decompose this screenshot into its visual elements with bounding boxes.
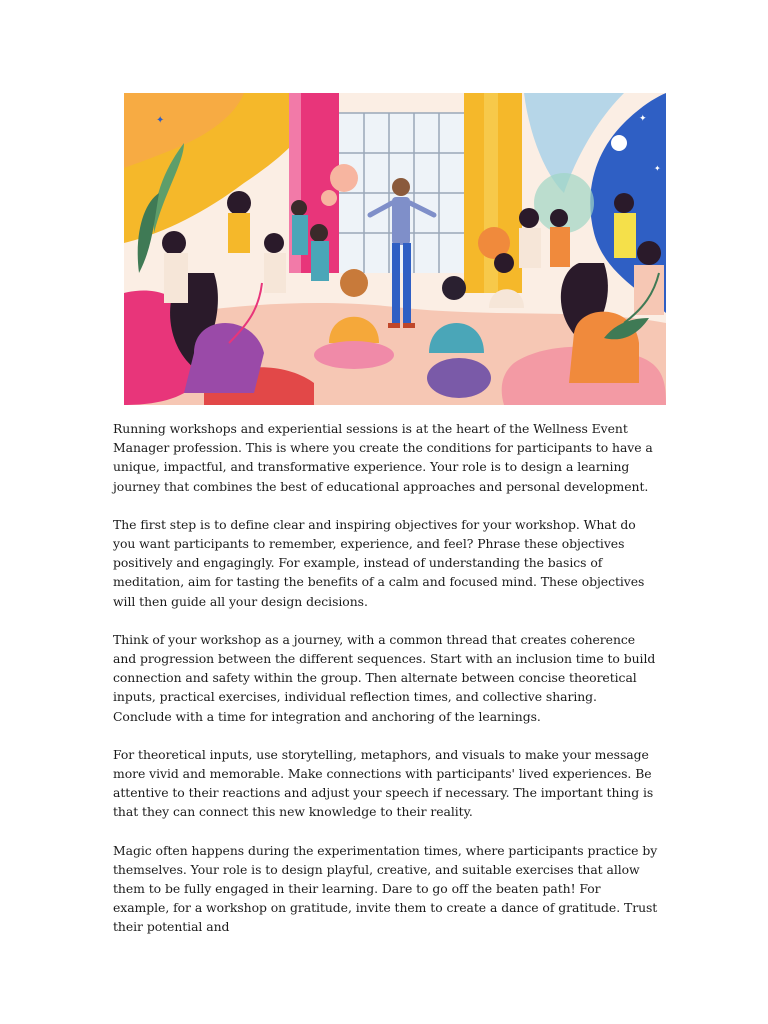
paragraph-5: Magic often happens during the experimentation times, where participants practice by themselves. Your role is to design playful, creative, and suitable exercises that allow them to be fully engaged in their learning. Dare to go off the beaten path! For example, for a workshop on gratitude, invite them to create a dance of gratitude. Trust their potential and — [113, 842, 658, 935]
paragraph-2: The first step is to define clear and inspiring objectives for your workshop. What do you want participants to remember, experience, and feel? Phrase these objectives positively and engagingly. For example, instead of understanding the basics of meditation, aim for tasting the benefits of a calm and focused mind. These objectives will then guide all your design decisions. — [113, 516, 645, 609]
paragraph-3: Think of your workshop as a journey, with a common thread that creates coherence and progression between the different sequences. Start with an inclusion time to build connection and safety within the group. Then alternate between concise theoretical inputs, practical exercises, individual reflection times, and collective sharing. Conclude with a time for integration and anchoring of the learnings. — [113, 631, 656, 724]
svg-text:✦: ✦ — [654, 164, 661, 173]
body-text — [113, 419, 658, 956]
svg-text:✦: ✦ — [156, 115, 165, 126]
workshop-illustration-graphic — [124, 93, 666, 405]
svg-text:✦: ✦ — [639, 114, 647, 124]
paragraph-1: Running workshops and experiential sessions is at the heart of the Wellness Event Manager profession. This is where you create the conditions for participants to have a unique, impactful, and transformative experience. Your role is to design a learning journey that combines the best of educational approaches and personal development. — [113, 421, 653, 494]
workshop-illustration — [124, 93, 666, 405]
paragraph-4: For theoretical inputs, use storytelling, metaphors, and visuals to make your message more vivid and memorable. Make connections with participants' lived experiences. Be attentive to their reactions and adjust your speech if necessary. The important thing is that they can connect this new knowledge to their reality. — [113, 746, 654, 820]
